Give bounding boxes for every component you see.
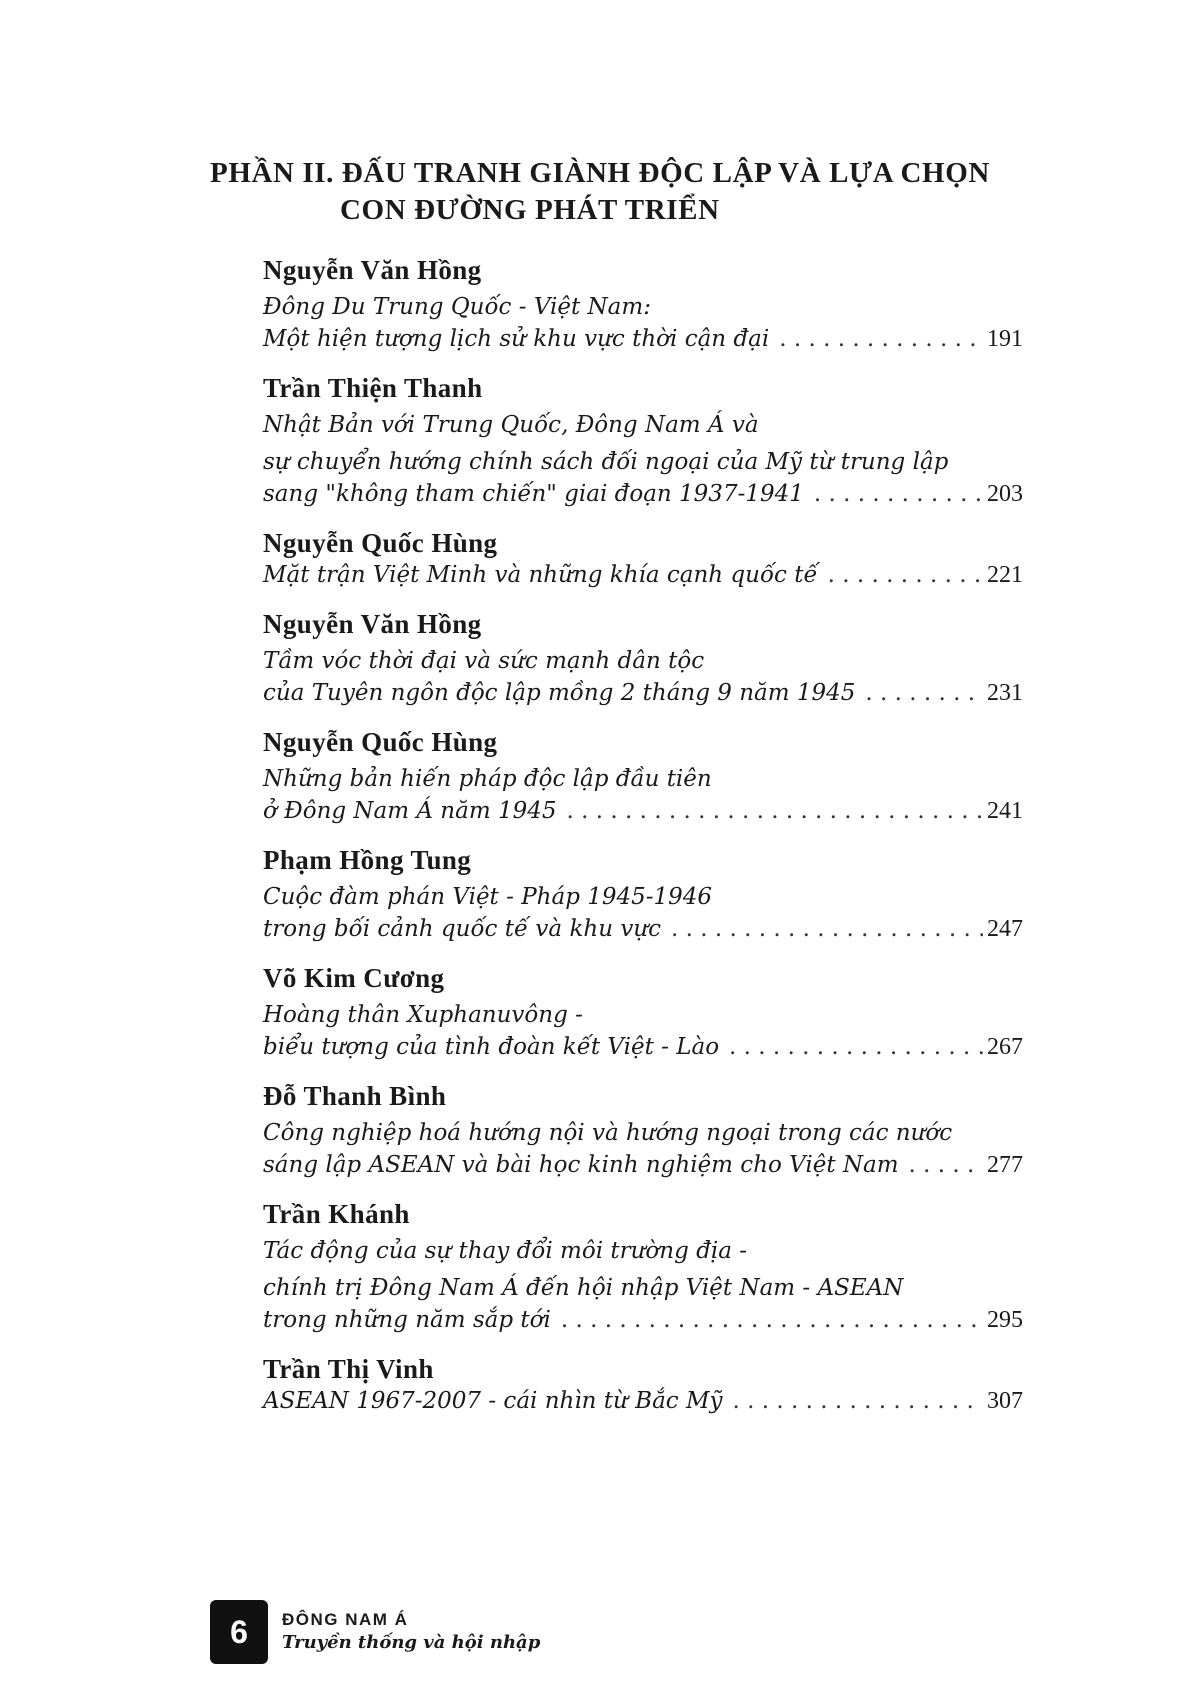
toc-dot-leader	[814, 481, 983, 507]
toc-entry-title-text: Một hiện tượng lịch sử khu vực thời cận đại	[263, 326, 770, 352]
toc-entry-title-last-line	[263, 1152, 1023, 1179]
table-of-contents	[263, 252, 1023, 1432]
toc-dot-leader	[561, 1307, 983, 1333]
toc-entry-page-number: 203	[987, 481, 1023, 507]
toc-entry[interactable]	[263, 252, 1023, 353]
toc-entry-title-last-line	[263, 1388, 1023, 1415]
toc-dot-leader	[729, 1034, 983, 1060]
section-heading-line1: PHẦN II. ĐẤU TRANH GIÀNH ĐỘC LẬP VÀ LỰA CHỌN	[210, 157, 990, 189]
toc-entry[interactable]	[263, 606, 1023, 707]
toc-entry-title-line: chính trị Đông Nam Á đến hội nhập Việt Nam - ASEAN	[263, 1275, 904, 1301]
section-heading	[210, 155, 1110, 229]
toc-entry-author: Phạm Hồng Tung	[263, 845, 472, 875]
toc-entry-title-line: Những bản hiến pháp độc lập đầu tiên	[263, 766, 712, 792]
toc-entry-title-last-line	[263, 1307, 1023, 1334]
toc-entry-page-number: 241	[987, 798, 1023, 824]
page-number-badge	[210, 1600, 268, 1664]
toc-entry-author: Trần Thiện Thanh	[263, 373, 483, 403]
toc-entry-author: Võ Kim Cương	[263, 963, 445, 993]
toc-entry-title-last-line	[263, 916, 1023, 943]
toc-entry-page-number: 277	[987, 1152, 1023, 1178]
toc-entry-title-last-line	[263, 562, 1023, 589]
footer-book-info	[282, 1609, 540, 1655]
toc-entry-title-text: Mặt trận Việt Minh và những khía cạnh quốc tế	[263, 562, 818, 588]
toc-entry-title-last-line	[263, 326, 1023, 353]
toc-dot-leader	[733, 1388, 983, 1414]
toc-entry[interactable]	[263, 525, 1023, 589]
toc-entry-title-text: ASEAN 1967-2007 - cái nhìn từ Bắc Mỹ	[263, 1388, 723, 1414]
toc-entry-title-line: Công nghiệp hoá hướng nội và hướng ngoại trong các nước	[263, 1120, 953, 1146]
toc-entry-title-last-line	[263, 680, 1023, 707]
toc-entry-author: Đỗ Thanh Bình	[263, 1081, 447, 1111]
toc-dot-leader	[779, 326, 983, 352]
toc-dot-leader	[828, 562, 983, 588]
footer-book-subtitle: Truyền thống và hội nhập	[282, 1632, 541, 1653]
toc-entry-page-number: 307	[987, 1388, 1023, 1414]
toc-entry-title-last-line	[263, 798, 1023, 825]
toc-entry[interactable]	[263, 842, 1023, 943]
toc-entry-author: Nguyễn Văn Hồng	[263, 609, 482, 639]
toc-dot-leader	[566, 798, 983, 824]
toc-entry[interactable]	[263, 1196, 1023, 1334]
toc-entry-page-number: 247	[987, 916, 1023, 942]
toc-entry-title-line: Tầm vóc thời đại và sức mạnh dân tộc	[263, 648, 705, 674]
toc-entry-title-line: Đông Du Trung Quốc - Việt Nam:	[263, 294, 651, 320]
toc-entry-title-line: Nhật Bản với Trung Quốc, Đông Nam Á và	[263, 412, 759, 438]
toc-dot-leader	[865, 680, 983, 706]
toc-entry-title-text: ở Đông Nam Á năm 1945	[263, 798, 557, 824]
toc-entry-title-text: trong những năm sắp tới	[263, 1307, 551, 1333]
toc-entry-page-number: 267	[987, 1034, 1023, 1060]
toc-entry-page-number: 295	[987, 1307, 1023, 1333]
toc-entry[interactable]	[263, 724, 1023, 825]
toc-entry[interactable]	[263, 370, 1023, 508]
toc-entry-title-line: Tác động của sự thay đổi môi trường địa -	[263, 1238, 747, 1264]
toc-dot-leader	[671, 916, 983, 942]
page-footer	[210, 1600, 540, 1664]
page-number: 6	[230, 1613, 248, 1650]
toc-entry-author: Nguyễn Quốc Hùng	[263, 528, 498, 558]
toc-entry-title-line: Cuộc đàm phán Việt - Pháp 1945-1946	[263, 884, 713, 910]
toc-entry[interactable]	[263, 960, 1023, 1061]
toc-entry-title-line: Hoàng thân Xuphanuvông -	[263, 1002, 583, 1028]
toc-entry-title-text: trong bối cảnh quốc tế và khu vực	[263, 916, 662, 942]
toc-entry[interactable]	[263, 1351, 1023, 1415]
toc-entry-author: Trần Khánh	[263, 1199, 410, 1229]
toc-dot-leader	[909, 1152, 983, 1178]
toc-entry-title-line: sự chuyển hướng chính sách đối ngoại của Mỹ từ trung lập	[263, 449, 949, 475]
toc-entry-title-last-line	[263, 1034, 1023, 1061]
section-heading-line2: CON ĐƯỜNG PHÁT TRIỂN	[340, 194, 720, 226]
toc-entry-author: Nguyễn Văn Hồng	[263, 255, 482, 285]
toc-entry-page-number: 221	[987, 562, 1023, 588]
toc-entry[interactable]	[263, 1078, 1023, 1179]
toc-entry-title-text: sáng lập ASEAN và bài học kinh nghiệm cho Việt Nam	[263, 1152, 899, 1178]
toc-entry-title-text: sang "không tham chiến" giai đoạn 1937-1941	[263, 481, 804, 507]
toc-entry-page-number: 191	[987, 326, 1023, 352]
toc-entry-author: Trần Thị Vinh	[263, 1354, 434, 1384]
toc-entry-page-number: 231	[987, 680, 1023, 706]
footer-book-title: ĐÔNG NAM Á	[282, 1610, 409, 1629]
toc-entry-title-last-line	[263, 481, 1023, 508]
toc-entry-title-text: biểu tượng của tình đoàn kết Việt - Lào	[263, 1034, 720, 1060]
toc-entry-title-text: của Tuyên ngôn độc lập mồng 2 tháng 9 năm 1945	[263, 680, 856, 706]
toc-entry-author: Nguyễn Quốc Hùng	[263, 727, 498, 757]
